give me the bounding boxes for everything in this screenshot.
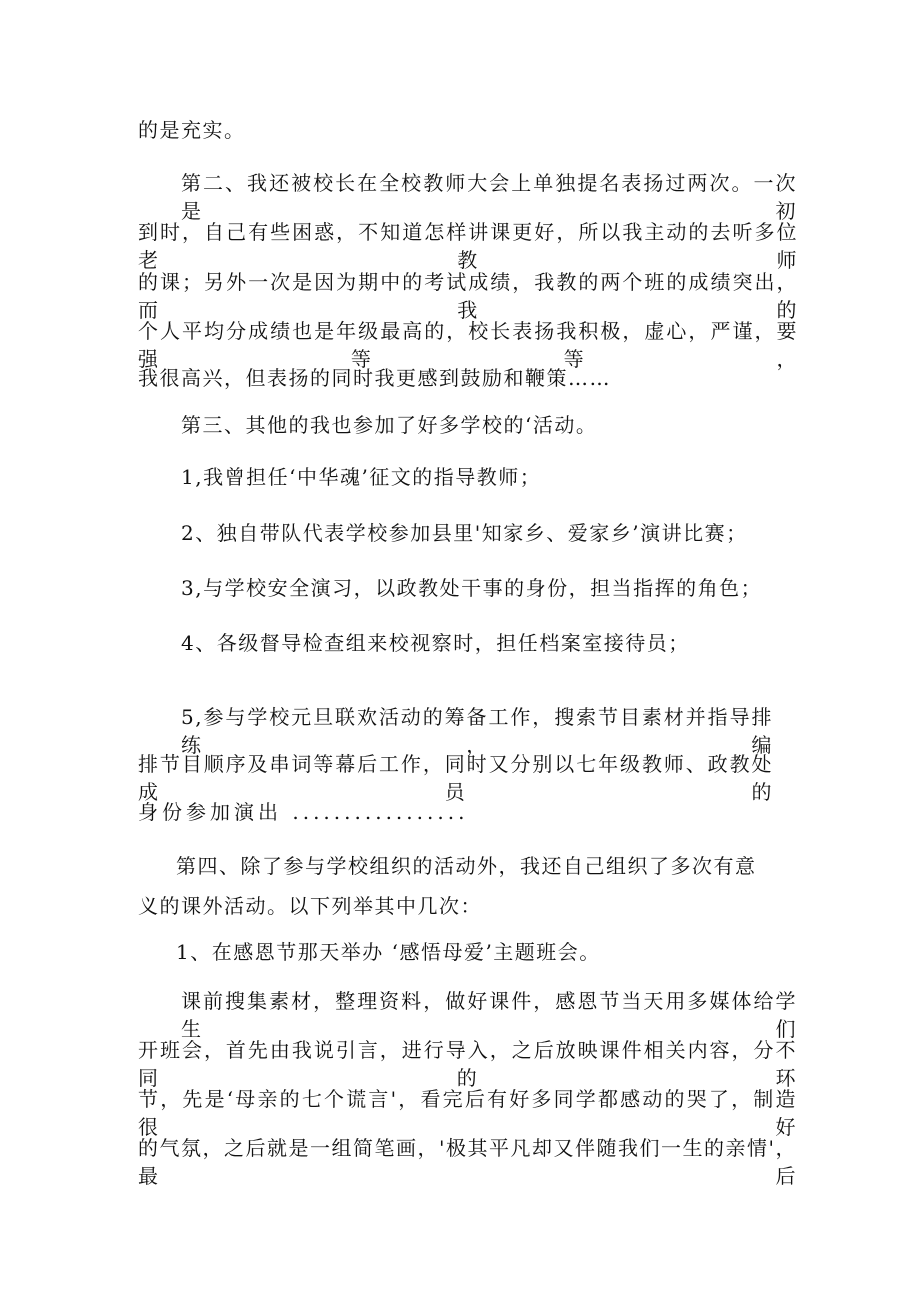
paragraph-line-10: 课前搜集素材，整理资料，做好课件，感恩节当天用多媒体给学生们 (181, 989, 797, 1041)
activity-item-1: 1、在感恩节那天举办 ‘感悟母爱’主题班会。 (176, 940, 601, 964)
paragraph-line-11: 开班会，首先由我说引言，进行导入，之后放映课件相关内容，分不同的环 (138, 1038, 797, 1090)
list-item-1: 1,我曾担任‘中华魂’征文的指导教师； (181, 465, 542, 489)
list-item-5-line-1: 5,参与学校元旦联欢活动的筹备工作，搜索节目素材并指导排练，编 (181, 705, 773, 757)
paragraph-line-4: 的课；另外一次是因为期中的考试成绩，我教的两个班的成绩突出，而我的 (138, 270, 798, 322)
paragraph-line-9: 义的课外活动。以下列举其中几次： (138, 894, 482, 918)
paragraph-line-7: 第三、其他的我也参加了好多学校的‘活动。 (181, 413, 598, 437)
paragraph-line-5: 个人平均分成绩也是年级最高的，校长表扬我积极，虚心，严谨，要强等等， (138, 319, 798, 371)
paragraph-line-3: 到时，自己有些困惑，不知道怎样讲课更好，所以我主动的去听多位老教师 (138, 220, 798, 272)
paragraph-line-8: 第四、除了参与学校组织的活动外，我还自己组织了多次有意 (176, 854, 757, 878)
list-item-5-line-2: 排节目顺序及串词等幕后工作，同时又分别以七年级教师、政教处成员的 (138, 752, 773, 804)
list-item-3: 3,与学校安全演习，以政教处干事的身份，担当指挥的角色； (181, 576, 763, 600)
list-item-5-line-3: 身份参加演出 ................. (138, 800, 469, 824)
paragraph-line-2: 第二、我还被校长在全校教师大会上单独提名表扬过两次。一次是初 (181, 171, 797, 223)
paragraph-line-13: 的气氛，之后就是一组简笔画，'极其平凡却又伴随我们一生的亲情'，最后 (138, 1136, 797, 1188)
paragraph-line-12: 节，先是‘母亲的七个谎言'，看完后有好多同学都感动的哭了，制造很好 (138, 1087, 797, 1139)
list-item-4: 4、各级督导检查组来校视察时，担任档案室接待员； (181, 631, 690, 655)
list-item-2: 2、独自带队代表学校参加县里'知家乡、爱家乡’演讲比赛； (181, 521, 748, 545)
paragraph-line-1: 的是充实。 (138, 118, 246, 142)
paragraph-line-6: 我很高兴，但表扬的同时我更感到鼓励和鞭策…… (138, 366, 611, 390)
